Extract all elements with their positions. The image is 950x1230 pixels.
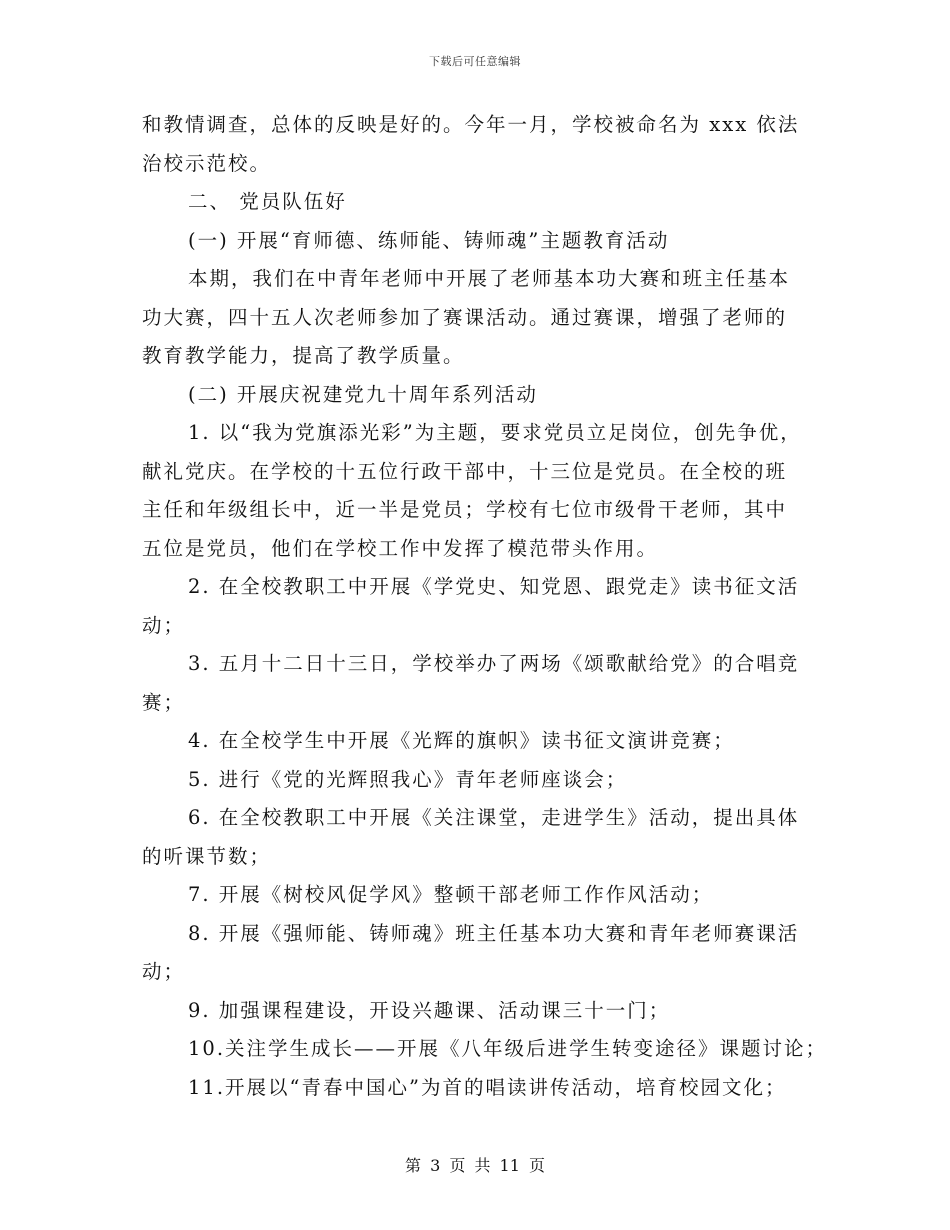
text-line-1: 和教情调查，总体的反映是好的。今年一月，学校被命名为 xxx 依法 <box>142 113 800 136</box>
document-body <box>142 106 828 1107</box>
text-line-23: 动； <box>142 960 186 983</box>
list-item-9: 9. 加强课程建设，开设兴趣课、活动课三十一门； <box>188 998 671 1022</box>
list-item-3: 3. 五月十二日十三日，学校举办了两场《颂歌献给党》的合唱竞 <box>188 652 800 675</box>
text-line-20: 的听课节数； <box>142 844 272 868</box>
text-line-12: 五位是党员，他们在学校工作中发挥了模范带头作用。 <box>142 536 659 560</box>
text-line-7: 教育教学能力，提高了教学质量。 <box>142 344 465 367</box>
list-item-11: 11.开展以“青春中国心”为首的唱读讲传活动，培育校园文化； <box>188 1075 787 1099</box>
page-number-footer: 第 3 页 共 11 页 <box>405 1156 545 1175</box>
text-line-11: 主任和年级组长中，近一半是党员；学校有七位市级骨干老师，其中 <box>142 498 788 521</box>
list-item-4: 4. 在全校学生中开展《光辉的旗帜》读书征文演讲竞赛； <box>188 729 735 752</box>
text-line-14: 动； <box>142 613 186 637</box>
text-line-10: 献礼党庆。在学校的十五位行政干部中，十三位是党员。在全校的班 <box>142 459 788 483</box>
list-item-6: 6. 在全校教职工中开展《关注课堂，走进学生》活动，提出具体 <box>188 806 800 829</box>
list-item-2: 2. 在全校教职工中开展《学党史、知党恩、跟党走》读书征文活 <box>188 575 800 598</box>
text-line-2: 治校示范校。 <box>142 151 272 175</box>
list-item-8: 8. 开展《强师能、铸师魂》班主任基本功大赛和青年老师赛课活 <box>188 921 800 945</box>
subsection-heading-1: (一) 开展“育师德、练师能、铸师魂”主题教育活动 <box>188 228 670 252</box>
list-item-5: 5. 进行《党的光辉照我心》青年老师座谈会； <box>188 767 628 791</box>
list-item-1: 1. 以“我为党旗添光彩”为主题，要求党员立足岗位，创先争优， <box>188 421 802 444</box>
section-heading-2: 二、 党员队伍好 <box>188 190 347 213</box>
text-line-6: 功大赛，四十五人次老师参加了赛课活动。通过赛课，增强了老师的 <box>142 305 788 329</box>
list-item-7: 7. 开展《树校风促学风》整顿干部老师工作作风活动； <box>188 883 714 906</box>
page-header: 下载后可任意编辑 <box>429 55 521 68</box>
subsection-heading-2: (二) 开展庆祝建党九十周年系列活动 <box>188 382 538 406</box>
list-item-10: 10.关注学生成长——开展《八年级后进学生转变途径》课题讨论； <box>188 1037 828 1060</box>
text-line-5: 本期，我们在中青年老师中开展了老师基本功大赛和班主任基本 <box>188 267 791 290</box>
text-line-16: 赛； <box>142 690 186 714</box>
